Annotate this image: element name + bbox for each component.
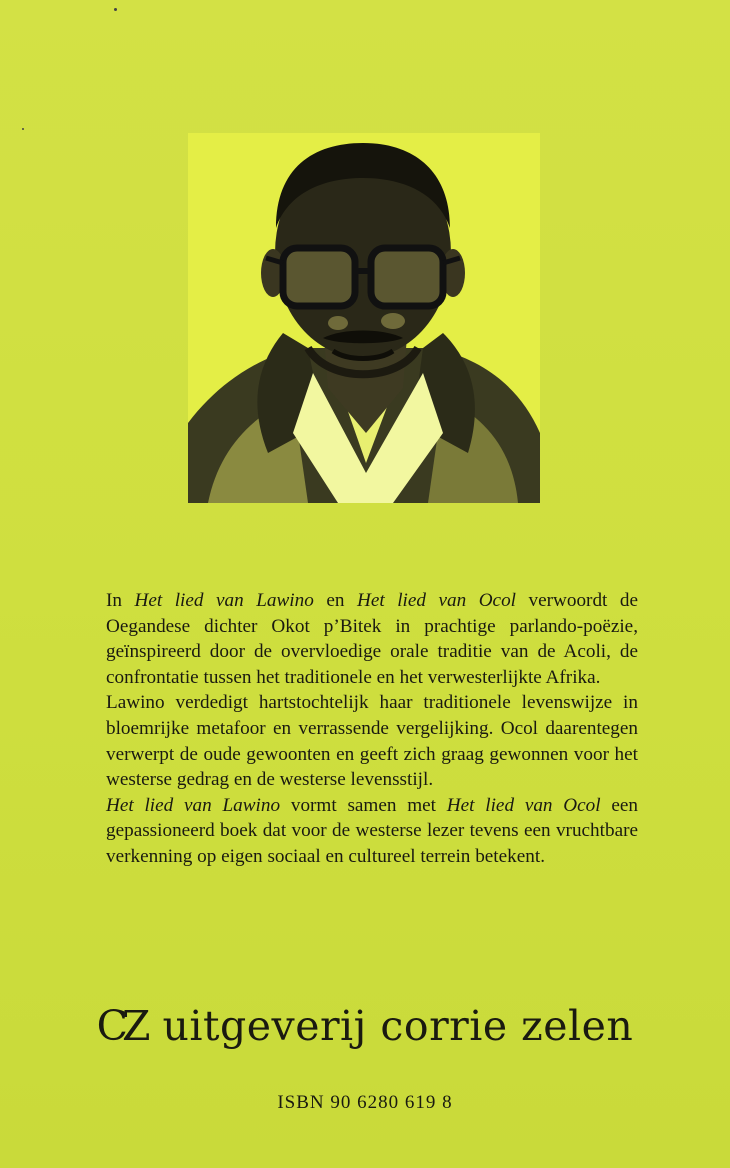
publisher-imprint	[0, 1002, 730, 1050]
description-paragraph-2: Lawino verdedigt hartstochtelijk haar traditionele levenswijze in bloemrijke metafoor en verrassende vergelijking. Ocol daarentegen verwerpt de oude gewoonten en geeft zich graag gewonnen voor het westerse gedrag en de westerse levensstijl.	[106, 692, 638, 791]
book-description	[106, 588, 638, 870]
print-speck	[114, 8, 117, 11]
publisher-name: uitgeverij corrie zelen	[162, 1002, 634, 1050]
description-paragraph-3: Het lied van Lawino vormt samen met Het lied van Ocol een gepassioneerd boek dat voor de westerse lezer tevens een vruchtbare verkenning op eigen sociaal en cultureel terrein betekent.	[106, 794, 638, 867]
book-title: Het lied van Lawino	[106, 794, 281, 816]
print-speck	[22, 128, 24, 130]
book-title: Het lied van Lawino	[134, 590, 314, 611]
description-paragraph-1: In Het lied van Lawino en Het lied van Ocol verwoordt de Oegandese dichter Okot p’Bitek in prachtige parlando-poëzie, geïnspireerd door de overvloedige orale traditie van de Acoli, de confrontatie tussen het traditionele en het verwesterlijkte Afrika.	[106, 590, 638, 688]
author-portrait	[188, 133, 540, 503]
book-title: Het lied van Ocol	[356, 590, 516, 611]
book-title: Het lied van Ocol	[446, 794, 601, 816]
isbn: ISBN 90 6280 619 8	[277, 1092, 453, 1113]
publisher-logo: CZ	[96, 1002, 145, 1050]
